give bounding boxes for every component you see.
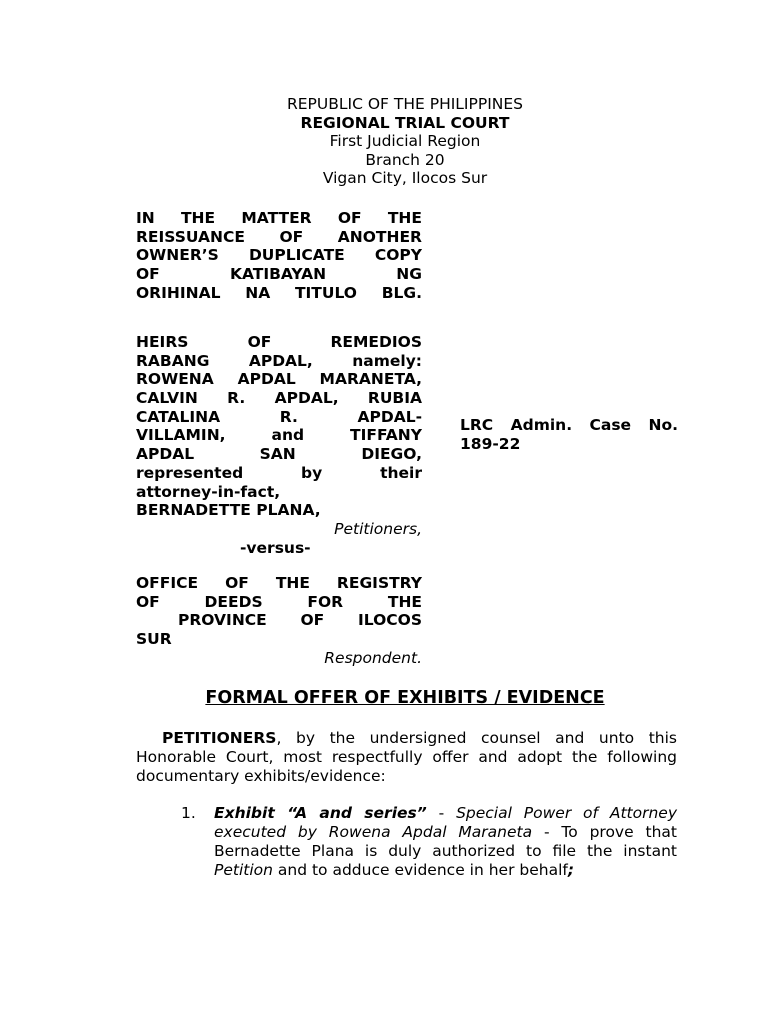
versus-label: -versus- xyxy=(240,538,311,557)
caption-line: represented by their xyxy=(136,463,422,482)
caption-line: VILLAMIN, and TIFFANY xyxy=(136,426,422,445)
case-number-line1: LRC Admin. Case No. xyxy=(460,416,678,434)
exhibit-body xyxy=(214,804,677,880)
caption-line: ORIHINAL NA TITULO BLG. xyxy=(136,283,422,302)
caption-line: ROWENA APDAL MARANETA, xyxy=(136,370,422,389)
caption-line: SUR xyxy=(136,630,172,649)
intro-text: , by the undersigned counsel and unto this Honorable Court, most respectfully offer and adopt the following documentary exhibits/evidence: xyxy=(136,729,677,785)
respondent-label: Respondent. xyxy=(324,648,422,667)
caption-line: BERNADETTE PLANA, xyxy=(136,501,321,520)
caption-line: HEIRS OF REMEDIOS xyxy=(136,333,422,351)
caption-respondent xyxy=(136,574,422,667)
header-branch: Branch 20 xyxy=(365,150,445,169)
caption-line: IN THE MATTER OF THE xyxy=(136,209,422,227)
case-number xyxy=(460,416,678,454)
caption-line: OFFICE OF THE REGISTRY xyxy=(136,574,422,592)
caption-line: APDAL SAN DIEGO, xyxy=(136,445,422,464)
intro-paragraph xyxy=(136,729,677,786)
caption-line: attorney-in-fact, xyxy=(136,482,281,501)
document-title: FORMAL OFFER OF EXHIBITS / EVIDENCE xyxy=(205,688,605,708)
header-republic: REPUBLIC OF THE PHILIPPINES xyxy=(286,95,523,113)
petitioners-label: Petitioners, xyxy=(334,519,422,538)
court-header xyxy=(0,95,768,188)
exhibit-rest: and to adduce evidence in her behalf xyxy=(272,861,568,879)
caption-line: REISSUANCE OF ANOTHER xyxy=(136,227,422,246)
caption-line: OWNER’S DUPLICATE COPY xyxy=(136,246,422,265)
caption-line: OF DEEDS FOR THE xyxy=(136,592,422,611)
caption-matter xyxy=(136,209,422,302)
exhibit-petition: Petition xyxy=(214,861,273,879)
case-number-line2: 189-22 xyxy=(460,435,521,453)
caption-line: RABANG APDAL, namely: xyxy=(136,351,422,370)
caption-line: CALVIN R. APDAL, RUBIA xyxy=(136,389,422,408)
exhibit-sep: - xyxy=(426,804,457,822)
exhibit-description: Special Power of Attorney executed by Rowena Apdal Maraneta xyxy=(214,804,677,841)
caption-line: CATALINA R. APDAL- xyxy=(136,407,422,426)
caption-petitioners xyxy=(136,333,422,557)
caption-line: OF KATIBAYAN NG xyxy=(136,265,422,284)
exhibit-label: Exhibit “A and series” xyxy=(214,804,427,822)
header-city: Vigan City, Ilocos Sur xyxy=(322,169,488,187)
exhibit-number: 1. xyxy=(181,804,196,822)
caption-line: PROVINCE OF ILOCOS xyxy=(178,611,422,630)
header-region: First Judicial Region xyxy=(329,132,481,150)
exhibit-purpose: - To prove that Bernadette Plana is duly authorized to file the instant xyxy=(214,823,677,860)
intro-lead: PETITIONERS xyxy=(162,729,277,747)
exhibit-item xyxy=(181,804,677,880)
exhibit-end: ; xyxy=(567,861,575,879)
header-court: REGIONAL TRIAL COURT xyxy=(300,113,510,132)
